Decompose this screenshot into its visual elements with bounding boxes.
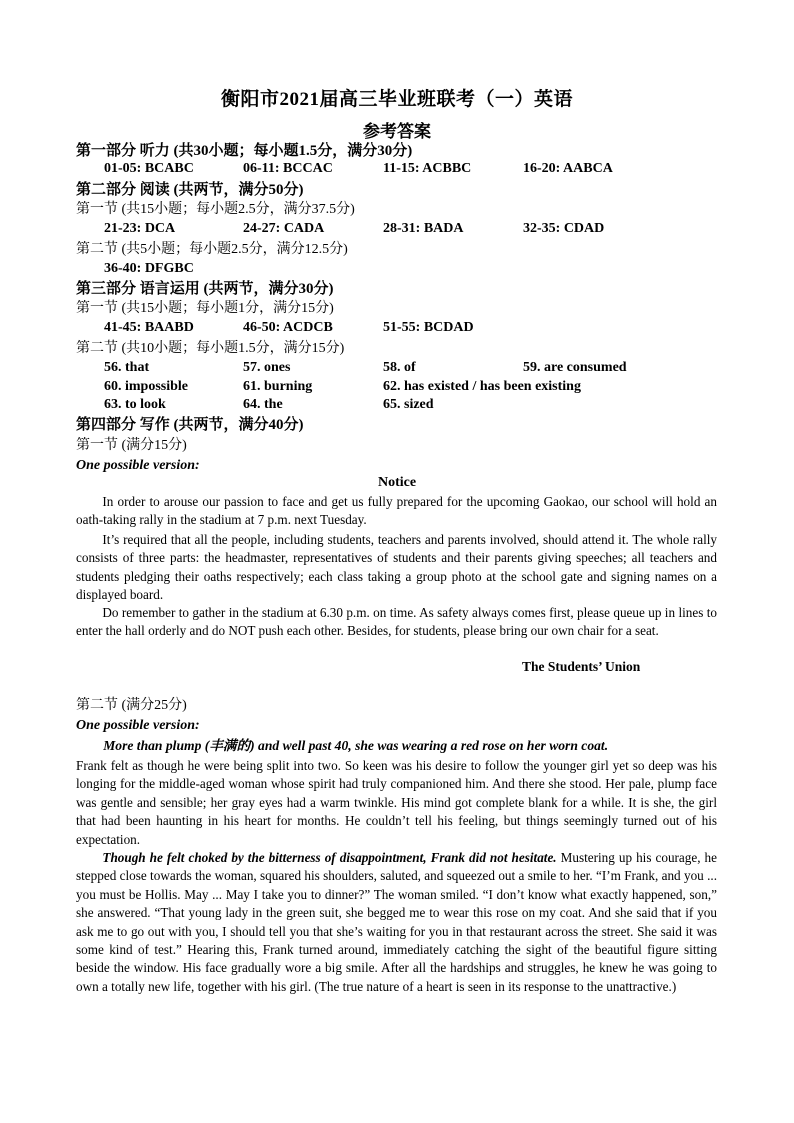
answer-group: 51-55: BCDAD <box>383 320 474 335</box>
notice-title: Notice <box>377 475 417 490</box>
answer-item: 56. that <box>104 360 150 375</box>
answer-group: 36-40: DFGBC <box>104 261 194 276</box>
answer-group: 16-20: AABCA <box>523 161 613 176</box>
answer-item: 64. the <box>243 397 283 412</box>
page-title: 衡阳市2021届高三毕业班联考（一）英语 <box>220 89 573 110</box>
part2-heading: 第二部分 阅读 (共两节，满分50分) <box>76 182 304 198</box>
answer-item: 58. of <box>383 360 416 375</box>
part2-section2-heading: 第二节 (共5小题；每小题2.5分，满分12.5分) <box>76 242 348 257</box>
part4-section2-heading: 第二节 (满分25分) <box>76 698 187 713</box>
answer-item: 62. has existed / has been existing <box>383 379 581 394</box>
notice-paragraph: In order to arouse our passion to face and get us fully prepared for the upcoming Gaokao, our school will hold an oath-taking rally in the stadium at 7 p.m. next Tuesday. <box>76 494 717 528</box>
part4-heading: 第四部分 写作 (共两节，满分40分) <box>76 417 304 433</box>
part3-section2-heading: 第二节 (共10小题；每小题1.5分，满分15分) <box>76 341 345 356</box>
answer-group: 21-23: DCA <box>104 221 176 236</box>
part1-heading: 第一部分 听力 (共30小题；每小题1.5分，满分30分) <box>76 143 413 159</box>
answer-item: 59. are consumed <box>523 360 627 375</box>
answer-item: 65. sized <box>383 397 434 412</box>
answer-group: 46-50: ACDCB <box>243 320 333 335</box>
answer-item: 60. impossible <box>104 379 189 394</box>
story-paragraph <box>76 849 717 996</box>
answer-group: 28-31: BADA <box>383 221 464 236</box>
part2-section1-heading: 第一节 (共15小题；每小题2.5分，满分37.5分) <box>76 202 355 217</box>
answer-group: 41-45: BAABD <box>104 320 194 335</box>
version-label: One possible version: <box>76 718 200 733</box>
answer-group: 06-11: BCCAC <box>243 161 333 176</box>
part4-section1-heading: 第一节 (满分15分) <box>76 438 187 453</box>
answer-group: 01-05: BCABC <box>104 161 194 176</box>
answer-group: 24-27: CADA <box>243 221 325 236</box>
page-subtitle: 参考答案 <box>363 122 431 141</box>
story-opening-sentence: More than plump (丰满的) and well past 40, she was wearing a red rose on her worn coat. <box>103 738 609 753</box>
part3-heading: 第三部分 语言运用 (共两节，满分30分) <box>76 281 334 297</box>
story-paragraph-body: Mustering up his courage, he stepped close towards the woman, squared his shoulders, saluted, and squeezed out a smile to her. “I’m Frank, and you ... you must be Hollis. May ... May I take you to dinner?” The woman smiled. “I don’t know what exactly happened, son,” she answered. “That young lady in the green suit, she begged me to wear this rose on my coat. And she said that if you ask me to go out with you, I should tell you that she’s waiting for you in that restaurant across the street. She said it was some kind of test.” Hearing this, Frank turned around, immediately catching the sight of the beautiful figure sitting beside the window. His face gradually wore a big smile. After all the hardships and struggles, he knew he was going to own a totally new life, together with his girl. (The true nature of a heart is seen in its response to the unattractive.) <box>76 850 717 994</box>
notice-paragraph: It’s required that all the people, including students, teachers and parents involved, should attend it. The whole rally consists of three parts: the headmaster, representatives of students and their parents giving speeches; all teachers and students pledging their oaths respectively; each class taking a group photo at the school gate and signing names on a displayed board. <box>76 532 717 603</box>
notice-paragraph: Do remember to gather in the stadium at 6.30 p.m. on time. As safety always comes first, please queue up in lines to enter the hall orderly and do NOT push each other. Besides, for students, please bring our own chair for a seat. <box>76 605 717 639</box>
part3-section1-heading: 第一节 (共15小题；每小题1分，满分15分) <box>76 301 334 316</box>
answer-item: 61. burning <box>243 379 313 394</box>
answer-group: 11-15: ACBBC <box>383 161 472 176</box>
answer-item: 63. to look <box>104 397 166 412</box>
answer-group: 32-35: CDAD <box>523 221 605 236</box>
story-paragraph: Frank felt as though he were being split into two. So keen was his desire to follow the younger girl yet so deep was his longing for the middle-aged woman whose spirit had truly companioned him. And there she stood. Her pale, plump face was gentle and sensible; her gray eyes had a warm twinkle. His mind got complete blank for a while. It is she, the girl that had been haunting in his heart for months. He couldn’t tell his feeling, but things seemingly turned out of his expectation. <box>76 758 717 847</box>
notice-signature: The Students’ Union <box>522 659 641 674</box>
version-label: One possible version: <box>76 458 200 473</box>
story-paragraph-lead: Though he felt choked by the bitterness of disappointment, Frank did not hesitate. <box>102 850 557 865</box>
answer-item: 57. ones <box>243 360 291 375</box>
